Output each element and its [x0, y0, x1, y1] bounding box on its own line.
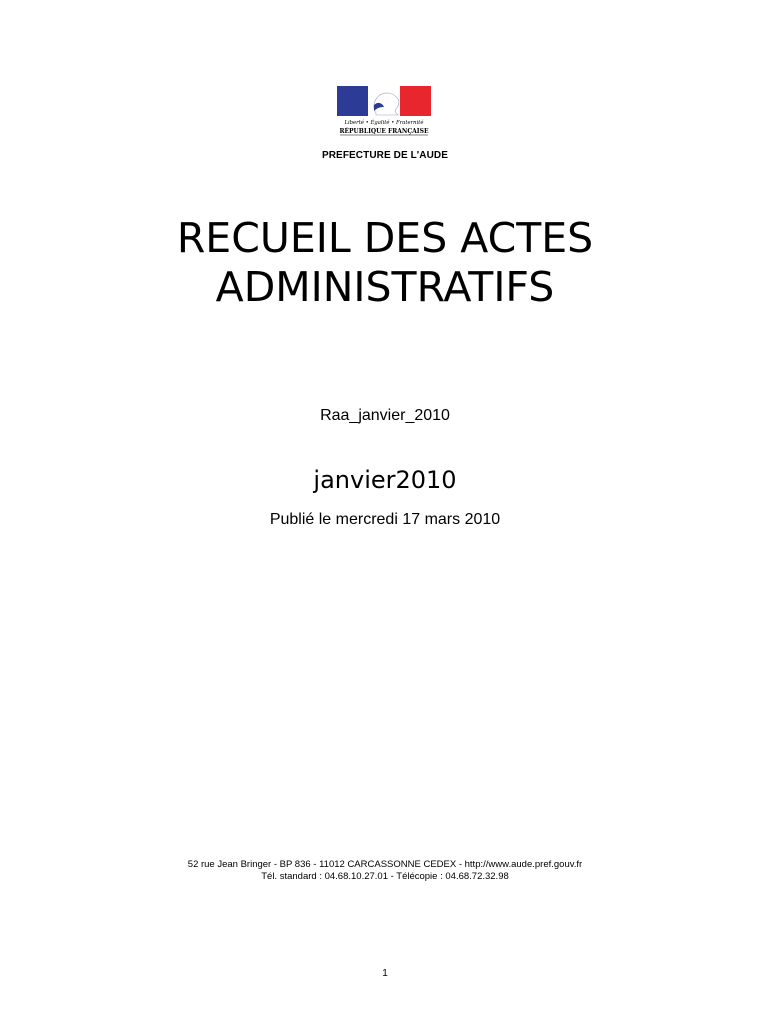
logo-republic-name: RÉPUBLIQUE FRANÇAISE: [339, 128, 429, 135]
document-title: [0, 214, 770, 312]
logo-motto: Liberté • Égalité • Fraternité: [344, 120, 424, 126]
republique-francaise-logo-icon: [336, 85, 432, 139]
title-line-2: ADMINISTRATIFS: [215, 263, 555, 311]
title-line-1: RECUEIL DES ACTES: [176, 214, 594, 262]
footer-address: 52 rue Jean Bringer - BP 836 - 11012 CARCASSONNE CEDEX - http://www.aude.pref.gouv.fr: [187, 859, 583, 870]
page-number: 1: [382, 968, 388, 979]
marianne-logo: [336, 85, 432, 139]
document-month: janvier2010: [313, 466, 457, 494]
footer-contact: [0, 859, 770, 883]
prefecture-name: PREFECTURE DE L'AUDE: [321, 150, 449, 161]
flag-red-band: [400, 86, 431, 116]
footer-phones: Tél. standard : 04.68.10.27.01 - Télécopie : 04.68.72.32.98: [261, 871, 509, 882]
flag-blue-band: [337, 86, 368, 116]
publication-date: Publié le mercredi 17 mars 2010: [269, 511, 501, 528]
document-reference: Raa_janvier_2010: [320, 407, 450, 424]
